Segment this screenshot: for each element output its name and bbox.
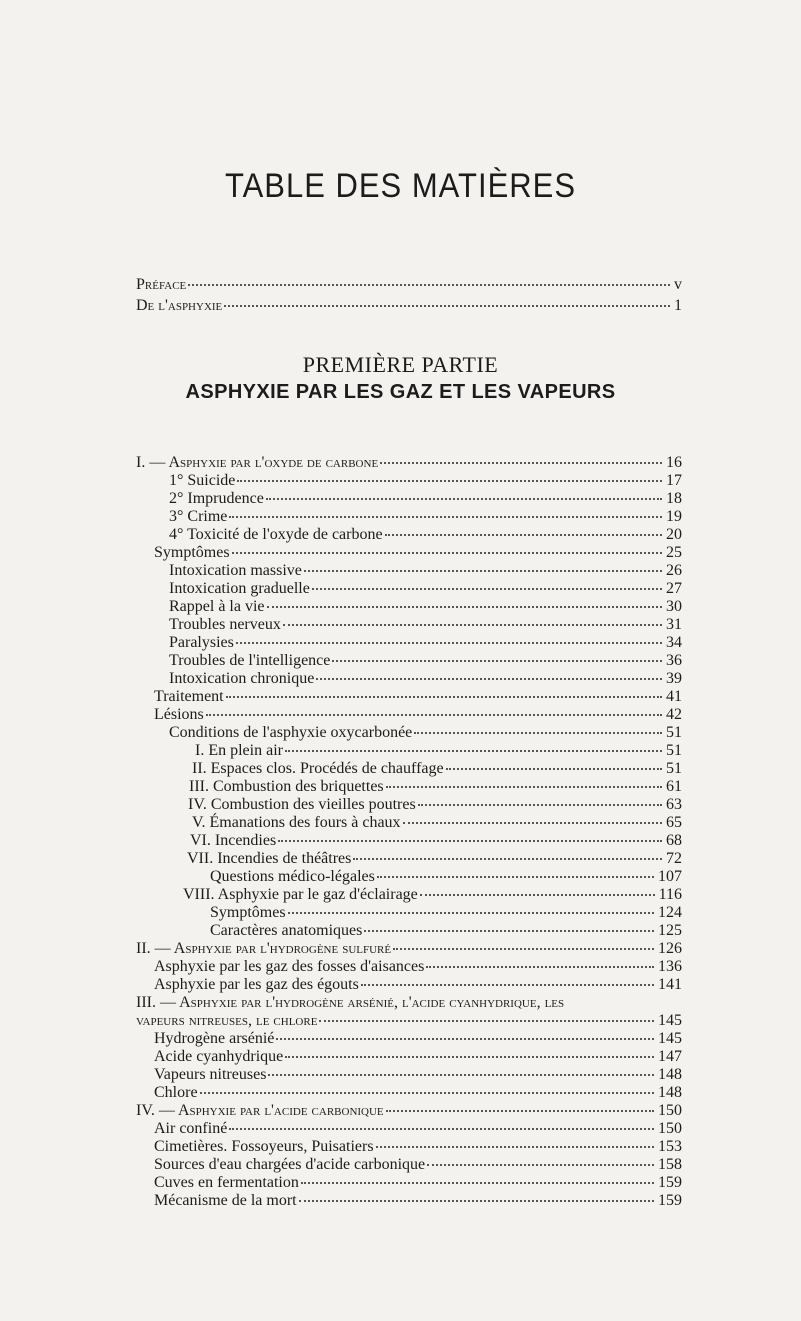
toc-entry-label: Sources d'eau chargées d'acide carbonique (154, 1156, 426, 1173)
dot-leader (385, 534, 662, 536)
toc-entry[interactable] (154, 1156, 682, 1173)
dot-leader (266, 498, 662, 500)
toc-entry[interactable] (189, 778, 682, 795)
toc-entry-label: Paralysies (169, 634, 234, 651)
toc-page-number: 63 (666, 796, 682, 813)
toc-entry-label: I. En plein air (195, 742, 283, 759)
dot-leader (276, 1038, 654, 1040)
toc-entry-label: Cuves en fermentation (154, 1174, 299, 1191)
toc-page-number: 145 (658, 1030, 682, 1047)
toc-entry[interactable] (169, 670, 682, 687)
toc-page-number: 136 (658, 958, 682, 975)
toc-page-number: 148 (658, 1066, 682, 1083)
toc-entry[interactable] (169, 508, 682, 525)
toc-entry-label: IV. — Asphyxie par l'acide carbonique (136, 1102, 384, 1119)
toc-page-number: 51 (666, 760, 682, 777)
toc-entry[interactable] (154, 1084, 682, 1101)
toc-page-number: 41 (666, 688, 682, 705)
toc-entry-label: De l'asphyxie (136, 297, 223, 314)
toc-entry[interactable] (154, 706, 682, 723)
dot-leader (278, 840, 662, 842)
toc-entry[interactable] (169, 634, 682, 651)
toc-entry[interactable] (154, 1048, 682, 1065)
toc-page-number: 16 (666, 454, 682, 471)
dot-leader (299, 1200, 654, 1202)
toc-entry-label: Troubles de l'intelligence (169, 652, 331, 669)
dot-leader (285, 1056, 654, 1058)
toc-entry-label: 4° Toxicité de l'oxyde de carbone (169, 526, 383, 543)
dot-leader (288, 912, 654, 914)
toc-entry[interactable] (169, 652, 682, 669)
toc-entry[interactable] (188, 796, 682, 813)
toc-entry[interactable] (154, 958, 682, 975)
toc-page-number: 61 (666, 778, 682, 795)
toc-entry-label: 3° Crime (169, 508, 228, 525)
toc-entry-label: Hydrogène arsénié (154, 1030, 275, 1047)
toc-page-number: 1 (674, 297, 682, 314)
toc-page-number: 159 (658, 1174, 682, 1191)
toc-entry-label: II. Espaces clos. Procédés de chauffage (192, 760, 444, 777)
toc-entry[interactable] (136, 297, 682, 314)
toc-entry-label: Rappel à la vie (169, 598, 265, 615)
toc-page-number: 20 (666, 526, 682, 543)
dot-leader (319, 1020, 654, 1022)
toc-entry-label: Questions médico-légales (210, 868, 375, 885)
dot-leader (332, 660, 662, 662)
toc-entry-label: Conditions de l'asphyxie oxycarbonée (169, 724, 413, 741)
toc-entry[interactable] (210, 922, 682, 939)
toc-entry[interactable] (136, 454, 682, 471)
toc-entry-label: Asphyxie par les gaz des égouts (154, 976, 359, 993)
toc-page-number: 34 (666, 634, 682, 651)
toc-page-number: 51 (666, 742, 682, 759)
toc-page-number: 72 (666, 850, 682, 867)
dot-leader (377, 876, 654, 878)
toc-page-number: 150 (658, 1120, 682, 1137)
dot-leader (427, 1164, 654, 1166)
dot-leader (232, 552, 662, 554)
toc-page-number: 18 (666, 490, 682, 507)
dot-leader (237, 480, 662, 482)
toc-entry[interactable] (136, 276, 682, 293)
toc-entry-label: Symptômes (210, 904, 286, 921)
toc-entry-label: VI. Incendies (190, 832, 277, 849)
toc-page-number: 27 (666, 580, 682, 597)
toc-page-number: 124 (658, 904, 682, 921)
dot-leader (312, 588, 662, 590)
toc-entry-label: Traitement (154, 688, 224, 705)
part-subtitle: ASPHYXIE PAR LES GAZ ET LES VAPEURS (185, 381, 616, 403)
dot-leader (229, 1128, 654, 1130)
toc-entry[interactable] (192, 760, 682, 777)
toc-entry-label: Caractères anatomiques (210, 922, 363, 939)
toc-entry-label: Asphyxie par les gaz des fosses d'aisances (154, 958, 425, 975)
dot-leader (426, 966, 654, 968)
dot-leader (414, 732, 662, 734)
toc-entry-label: VIII. Asphyxie par le gaz d'éclairage (183, 886, 418, 903)
dot-leader (285, 750, 662, 752)
toc-entry[interactable] (154, 1174, 682, 1191)
toc-entry-label: II. — Asphyxie par l'hydrogène sulfuré (136, 940, 392, 957)
toc-entry[interactable] (169, 598, 682, 615)
toc-page-number: 147 (658, 1048, 682, 1065)
toc-entry-label: Mécanisme de la mort (154, 1192, 297, 1209)
dot-leader (316, 678, 662, 680)
toc-page-number: 153 (658, 1138, 682, 1155)
toc-entry-label: Troubles nerveux (169, 616, 281, 633)
toc-page-number: v (674, 276, 682, 293)
dot-leader (188, 284, 670, 286)
toc-entry-label: IV. Combustion des vieilles poutres (188, 796, 416, 813)
toc-page-number: 148 (658, 1084, 682, 1101)
dot-leader (418, 804, 662, 806)
toc-page-number: 126 (658, 940, 682, 957)
toc-entry-label: Vapeurs nitreuses (154, 1066, 267, 1083)
toc-entry[interactable] (154, 1030, 682, 1047)
page-title: TABLE DES MATIÈRES (224, 165, 577, 206)
dot-leader (301, 1182, 654, 1184)
toc-entry-label: Lésions (154, 706, 204, 723)
toc-page-number: 150 (658, 1102, 682, 1119)
dot-leader (376, 1146, 654, 1148)
toc-page-number: 51 (666, 724, 682, 741)
dot-leader (283, 624, 662, 626)
toc-entry-label: Acide cyanhydrique (154, 1048, 284, 1065)
toc-entry-label: Préface (136, 276, 187, 293)
toc-entry-label: Chlore (154, 1084, 198, 1101)
toc-page-number: 159 (658, 1192, 682, 1209)
toc-page-number: 31 (666, 616, 682, 633)
toc-page-number: 36 (666, 652, 682, 669)
toc-page-number: 125 (658, 922, 682, 939)
dot-leader (403, 822, 662, 824)
part-title: PREMIÈRE PARTIE (302, 352, 499, 377)
dot-leader (364, 930, 654, 932)
toc-page-number: 30 (666, 598, 682, 615)
toc-page-number: 141 (658, 976, 682, 993)
toc-entry[interactable] (195, 742, 682, 759)
toc-entry-label: I. — Asphyxie par l'oxyde de carbone (136, 454, 379, 471)
dot-leader (200, 1092, 654, 1094)
toc-entry-label: III. — Asphyxie par l'hydrogène arsénié, l'acide cyanhydrique, les (136, 994, 565, 1011)
dot-leader (226, 696, 662, 698)
toc-entry[interactable] (154, 1192, 682, 1209)
toc-entry[interactable] (169, 472, 682, 489)
toc-page-number: 19 (666, 508, 682, 525)
toc-entry[interactable] (154, 544, 682, 561)
dot-leader (224, 305, 670, 307)
toc-entry-label: Symptômes (154, 544, 230, 561)
toc-entry-label: Intoxication massive (169, 562, 302, 579)
toc-page-number: 116 (658, 886, 682, 903)
toc-page-number: 68 (666, 832, 682, 849)
dot-leader (386, 1110, 654, 1112)
toc-page-number: 25 (666, 544, 682, 561)
toc-entry-label: 1° Suicide (169, 472, 236, 489)
toc-entry[interactable] (136, 1012, 682, 1029)
toc-entry[interactable] (154, 1066, 682, 1083)
dot-leader (361, 984, 654, 986)
toc-entry[interactable] (136, 940, 682, 957)
toc-entry[interactable] (169, 616, 682, 633)
toc-entry[interactable] (136, 1102, 682, 1119)
toc-entry[interactable] (154, 1120, 682, 1137)
toc-entry-label: Intoxication chronique (169, 670, 315, 687)
toc-entry-label: 2° Imprudence (169, 490, 264, 507)
dot-leader (267, 606, 662, 608)
toc-entry-label: Cimetières. Fossoyeurs, Puisatiers (154, 1138, 374, 1155)
dot-leader (386, 786, 662, 788)
toc-entry[interactable] (169, 562, 682, 579)
toc-page-number: 17 (666, 472, 682, 489)
toc-entry[interactable] (169, 490, 682, 507)
toc-entry-label: vapeurs nitreuses, le chlore (136, 1012, 318, 1029)
toc-entry-label: Intoxication graduelle (169, 580, 310, 597)
toc-entry[interactable] (154, 688, 682, 705)
toc-page-number: 42 (666, 706, 682, 723)
toc-entry[interactable] (190, 832, 682, 849)
dot-leader (229, 516, 662, 518)
toc-page-number: 107 (658, 868, 682, 885)
toc-page-number: 39 (666, 670, 682, 687)
toc-page-number: 65 (666, 814, 682, 831)
toc-entry-label: VII. Incendies de théâtres (187, 850, 352, 867)
toc-entry[interactable] (210, 868, 682, 885)
toc-entry[interactable] (210, 904, 682, 921)
dot-leader (353, 858, 662, 860)
toc-page-number: 158 (658, 1156, 682, 1173)
dot-leader (304, 570, 662, 572)
dot-leader (236, 642, 662, 644)
toc-entry[interactable] (169, 580, 682, 597)
toc-entry-label: III. Combustion des briquettes (189, 778, 384, 795)
toc-entry[interactable] (183, 886, 682, 903)
toc-page-number: 145 (658, 1012, 682, 1029)
dot-leader (268, 1074, 654, 1076)
dot-leader (420, 894, 655, 896)
toc-entry[interactable] (154, 976, 682, 993)
toc-entry-label: V. Émanations des fours à chaux (192, 814, 401, 831)
dot-leader (446, 768, 662, 770)
toc-entry[interactable] (169, 526, 682, 543)
toc-entry[interactable] (187, 850, 682, 867)
dot-leader (380, 462, 662, 464)
dot-leader (206, 714, 662, 716)
toc-page-number: 26 (666, 562, 682, 579)
toc-entry[interactable] (169, 724, 682, 741)
dot-leader (393, 948, 654, 950)
toc-entry[interactable] (192, 814, 682, 831)
toc-entry-label: Air confiné (154, 1120, 228, 1137)
toc-entry[interactable] (154, 1138, 682, 1155)
